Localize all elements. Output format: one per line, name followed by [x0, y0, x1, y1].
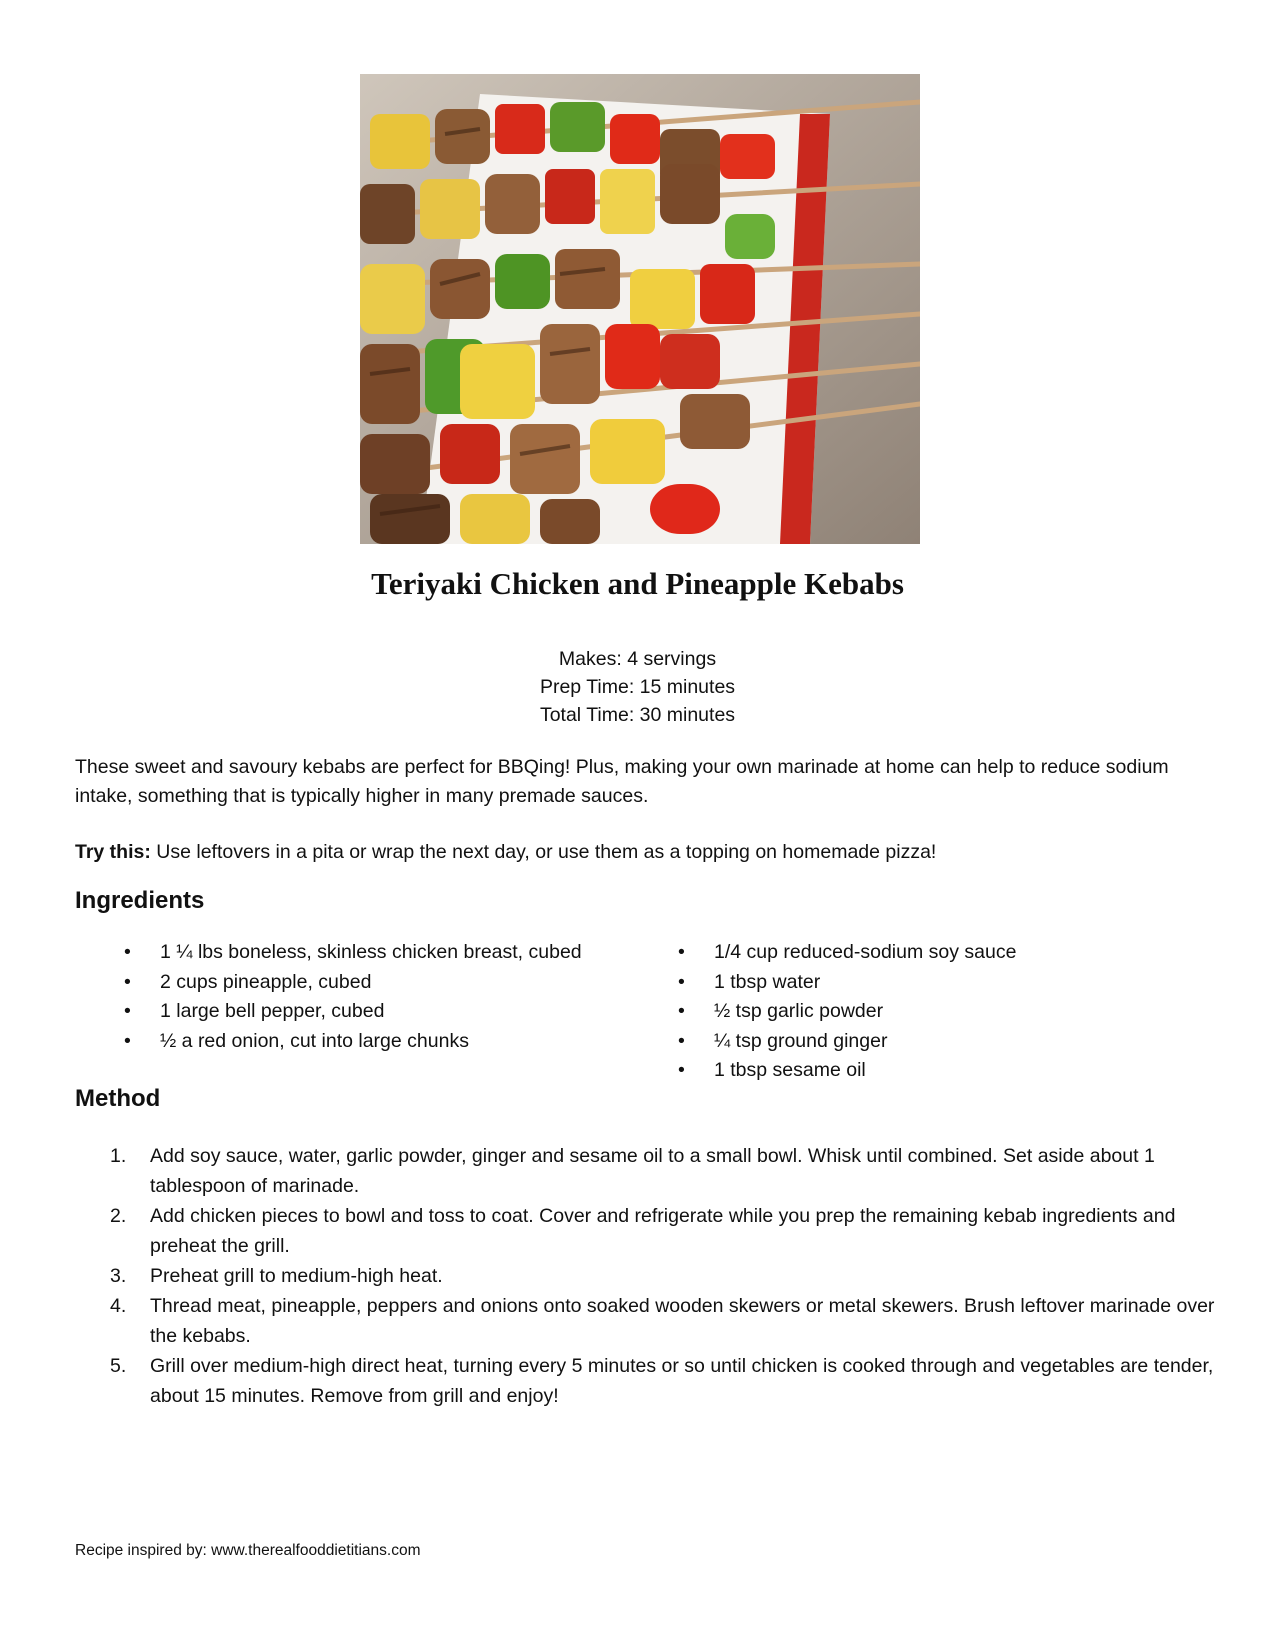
method-step — [110, 1141, 1220, 1201]
kebabs-photo — [360, 74, 920, 544]
ingredient-item: • 2 cups pineapple, cubed — [124, 968, 582, 998]
step-text: Thread meat, pineapple, peppers and onions onto soaked wooden skewers or metal skewers. Brush leftover marinade over the kebabs. — [150, 1295, 1215, 1347]
method-step — [110, 1201, 1220, 1261]
step-text: Add chicken pieces to bowl and toss to coat. Cover and refrigerate while you prep the remaining kebab ingredients and preheat the grill. — [150, 1205, 1176, 1257]
step-number: 3. — [110, 1265, 127, 1287]
method-step — [110, 1351, 1220, 1411]
step-text: Add soy sauce, water, garlic powder, ginger and sesame oil to a small bowl. Whisk until combined. Set aside about 1 tablespoon of marinade. — [150, 1145, 1155, 1197]
step-number: 4. — [110, 1295, 127, 1317]
method-step — [110, 1291, 1220, 1351]
prep-time-text: Prep Time: 15 minutes — [539, 676, 736, 698]
ingredient-item: • ½ a red onion, cut into large chunks — [124, 1027, 582, 1057]
recipe-intro: These sweet and savoury kebabs are perfect for BBQing! Plus, making your own marinade at home can help to reduce sodium intake, something that is typically higher in many premade sauces. — [75, 756, 1169, 807]
recipe-title: Teriyaki Chicken and Pineapple Kebabs — [371, 566, 904, 601]
ingredient-item: • ¼ tsp ground ginger — [678, 1027, 1016, 1057]
method-heading: Method — [75, 1085, 161, 1112]
method-steps — [110, 1141, 1220, 1411]
ingredient-item: • 1/4 cup reduced-sodium soy sauce — [678, 938, 1016, 968]
servings-text: Makes: 4 servings — [558, 648, 717, 670]
recipe-meta — [0, 645, 1275, 729]
kebabs-photo-illustration — [360, 74, 920, 544]
try-this-label: Try this: — [75, 841, 151, 863]
step-number: 1. — [110, 1145, 127, 1167]
ingredients-list-right — [678, 938, 1016, 1086]
method-step — [110, 1261, 1220, 1291]
ingredients-heading: Ingredients — [75, 887, 205, 914]
ingredient-item: • 1 tbsp sesame oil — [678, 1056, 1016, 1086]
recipe-credit: Recipe inspired by: www.therealfooddietitians.com — [75, 1542, 421, 1559]
total-time-text: Total Time: 30 minutes — [539, 704, 736, 726]
step-number: 2. — [110, 1205, 127, 1227]
ingredient-item: • 1 large bell pepper, cubed — [124, 997, 582, 1027]
ingredient-item: • 1 ¼ lbs boneless, skinless chicken breast, cubed — [124, 938, 582, 968]
ingredients-list-left — [124, 938, 582, 1056]
ingredient-item: • 1 tbsp water — [678, 968, 1016, 998]
try-this-tip — [75, 838, 1215, 866]
ingredient-item: • ½ tsp garlic powder — [678, 997, 1016, 1027]
step-number: 5. — [110, 1355, 127, 1377]
step-text: Grill over medium-high direct heat, turning every 5 minutes or so until chicken is cooked through and vegetables are tender, about 15 minutes. Remove from grill and enjoy! — [150, 1355, 1214, 1407]
try-this-text: Use leftovers in a pita or wrap the next day, or use them as a topping on homemade pizza! — [150, 841, 937, 863]
step-text: Preheat grill to medium-high heat. — [150, 1265, 443, 1287]
